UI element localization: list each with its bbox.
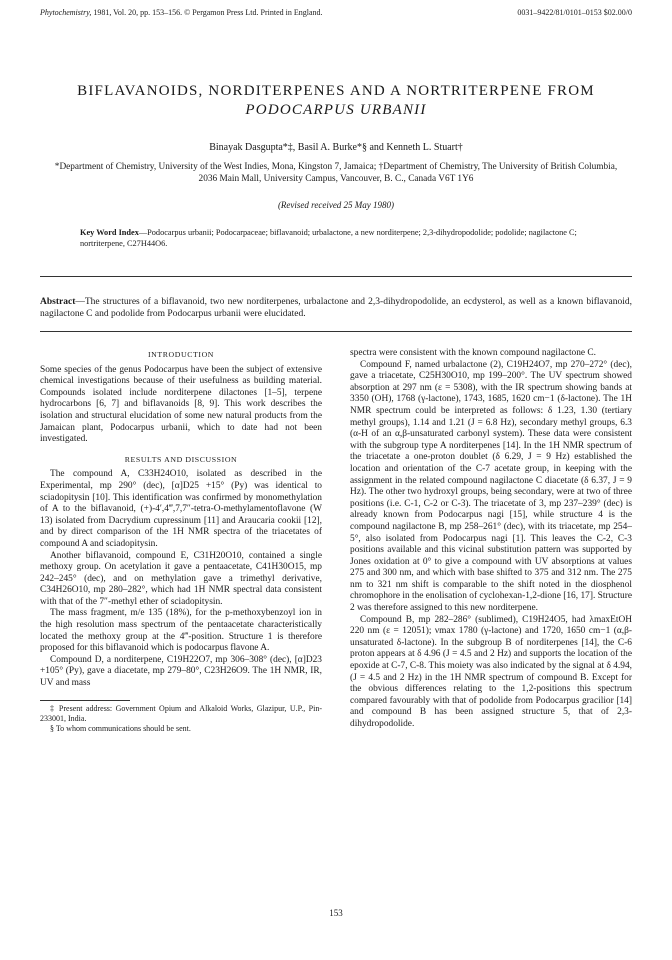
abstract: [40, 296, 632, 320]
paragraph: Some species of the genus Podocarpus have been the subject of extensive chemical investigations because of their usefulness as building material. Compounds isolated include norditerpene dilactones [1–5], terpene hydrocarbons [6, 7] and biflavanoids [8, 9]. This work describes the isolation and structural elucidation of some new natural products from the Jamaican plant, Podocarpus urbanii, which to date had not been investigated.: [40, 364, 322, 445]
journal-citation: [40, 8, 323, 17]
right-column: [350, 348, 632, 731]
paragraph: Another biflavanoid, compound E, C31H20O10, contained a single methoxy group. On acetylation it gave a pentaacetate, C41H30O15, mp 242–245° (dec), and on methylation gave a trimethyl derivative, C34H26O10, mp 280–282°, which had 1H NMR spectral data consistent with that of the 7″-methyl ether of sciadopitysin.: [40, 550, 322, 607]
paragraph: Compound D, a norditerpene, C19H22O7, mp 306–308° (dec), [α]D23 +105° (Py), gave a diacetate, mp 279–80°, C23H26O9. The 1H NMR, IR, UV and mass: [40, 654, 322, 689]
left-column: [40, 348, 322, 734]
divider-bottom: [40, 331, 632, 332]
keyword-index: [80, 228, 592, 249]
journal-name: Phytochemistry,: [40, 8, 92, 17]
revised-date: (Revised received 25 May 1980): [277, 200, 395, 210]
article-title: [30, 82, 642, 120]
footnote: § To whom communications should be sent.: [50, 723, 191, 733]
footnote: ‡ Present address: Government Opium and Alkaloid Works, Glazipur, U.P., Pin-233001, India.: [40, 703, 322, 723]
abstract-text: —The structures of a biflavanoid, two new norditerpenes, urbalactone and 2,3-dihydropodolide, an ecdysterol, as well as a known biflavanoid, nagilactone C and podolide from Podocarpus urbanii were elucidated.: [40, 297, 632, 319]
affiliation: *Department of Chemistry, University of the West Indies, Mona, Kingston 7, Jamaica; †Department of Chemistry, The University of British Columbia, 2036 Main Mall, University Campus, Vancouver, B. C., Canada V6T 1Y6: [54, 162, 618, 184]
section-heading-introduction: INTRODUCTION: [147, 350, 215, 359]
paragraph: The compound A, C33H24O10, isolated as described in the Experimental, mp 290° (dec), [α]D25 +15° (Py) was identical to sciadopitysin [10]. This identification was confirmed by monomethylation of A to the biflavanoid, (+)-4′,4‴,7,7″-tetra-O-methylamentoflavone (W 13) isolated from Dacrydium cupressinum [11] and Araucaria cookii [12], and by direct comparison of the 1H NMR spectra of the triacetates of compound A and sciadopitysin.: [40, 469, 322, 549]
divider-top: [40, 276, 632, 277]
running-header: [40, 8, 632, 17]
title-line-2: PODOCARPUS URBANII: [245, 102, 427, 118]
page-number: 153: [329, 908, 343, 918]
title-line-1: BIFLAVANOIDS, NORDITERPENES AND A NORTRITERPENE FROM: [77, 83, 595, 99]
citation-details: 1981, Vol. 20, pp. 153–156. © Pergamon Press Ltd. Printed in England.: [91, 8, 323, 17]
authors: Binayak Dasgupta*‡, Basil A. Burke*§ and Kenneth L. Stuart†: [209, 142, 463, 153]
paragraph: spectra were consistent with the known compound nagilactone C.: [350, 348, 597, 358]
keyword-label: Key Word Index: [80, 228, 139, 237]
paragraph: Compound B, mp 282–286° (sublimed), C19H24O5, had λmaxEtOH 220 nm (ε = 12051); νmax 1780 (γ-lactone) and 1720, 1650 cm−1 (α,β-unsaturated δ-lactone). In the subgroup B of norditerpenes [14], the C-6 proton appears at δ 4.96 (J = 4.5 and 2 Hz) and supports the location of the epoxide at C-7, C-8. This moiety was also indicated by the signal at δ 4.94, (J = 4.5 and 2 Hz) in the 1H NMR spectrum of compound B. Except for the obvious differences relating to the 1,2-positions this spectrum compared favourably with that of podolide from Podocarpus gracilior [14] and compound B has been assigned structure 5, that of 2,3-dihydropodolide.: [350, 614, 632, 729]
paragraph: Compound F, named urbalactone (2), C19H24O7, mp 270–272° (dec), gave a triacetate, C25H30O10, mp 199–200°. The UV spectrum showed absorption at 297 nm (ε = 5308), with the IR spectrum showing bands at 3350 (OH), 1768 (γ-lactone), 1743, 1685, 1620 cm−1 (δ-lactone). The 1H NMR spectrum could be interpreted as follows: δ 1.23, 1.30 (tertiary methyl groups), 1.14 and 1.21 (J = 6.8 Hz), secondary methyl groups, 6.3 (α-H of an α,β-unsaturated carbonyl system). These data were consistent with the subgroup type A norditerpenes [14]. In the 1H NMR spectrum of the triacetate a one-proton doublet (δ 6.29, J = 9 Hz) established the location and orientation of the C-7 acetate group, in keeping with the assignment in the related compound nagilactone C diacetate (δ 6.37, J = 9 Hz). The other two hydroxyl groups, being secondary, were at two of three positions (i.e. C-1, C-2 or C-3). The triacetate of 3, mp 237–239° (dec) is already known from Podocarpus nagi [15], while structure 4 is the compound nagilactone B, mp 258–261° (dec), with its triacetate, mp 254–5°, also isolated from Podocarpus nagi [1]. This leaves the C-2, C-3 positions available and this vicinal substitution pattern was supported by Jones oxidation at 0° to give a compound with UV absorptions at values 275 and 300 nm, and which with base shifted to 375 and 312 nm. The 275 nm to 321 nm shift is comparable to the shift noted in the diosphenol chromophore in the enolisation of cyclohexan-1,2-dione [16, 17]. Structure 2 was therefore assigned to this new norditerpene.: [350, 359, 632, 614]
footnote-rule: [40, 700, 130, 701]
keyword-text: —Podocarpus urbanii; Podocarpaceae; biflavanoid; urbalactone, a new norditerpene; 2,3-dihydropodolide; podolide; nagilactone C; nortriterpene, C27H44O6.: [80, 228, 577, 248]
article-code: 0031–9422/81/0101–0153 $02.00/0: [517, 8, 632, 17]
section-heading-results: RESULTS AND DISCUSSION: [124, 454, 238, 464]
paragraph: The mass fragment, m/e 135 (18%), for the p-methoxybenzoyl ion in the high resolution mass spectrum of the pentaacetate characteristically located the methoxy group at the 4‴-position. Structure 1 is therefore proposed for this biflavanoid which is podocarpus flavone A.: [40, 608, 322, 654]
abstract-label: Abstract: [40, 297, 76, 307]
